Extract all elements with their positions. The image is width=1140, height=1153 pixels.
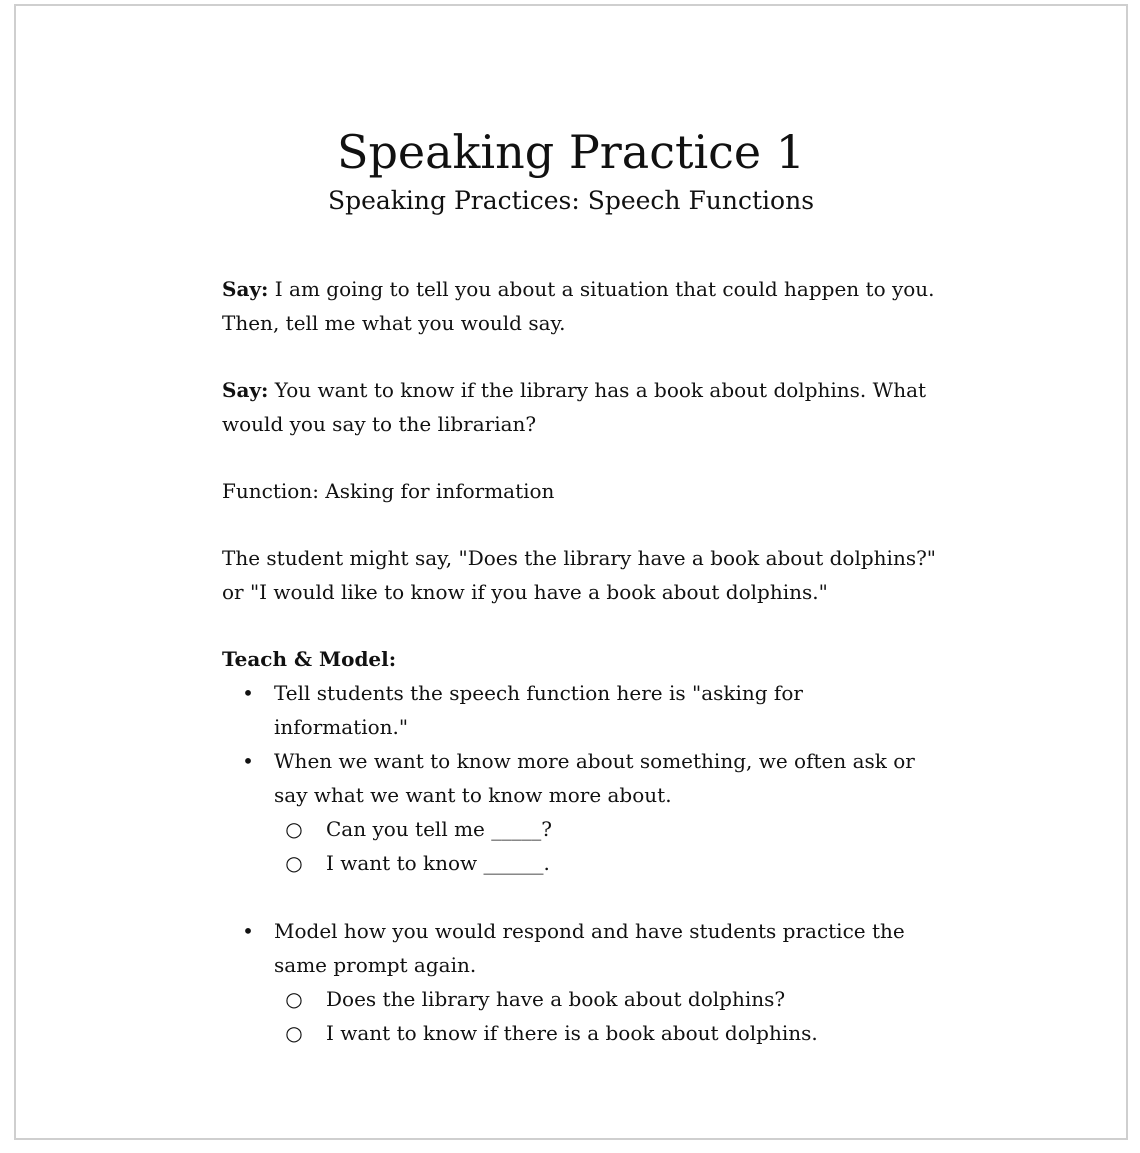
student-response: The student might say, "Does the library have a book about dolphins?" or "I would like to know if you have a book about dolphins." (222, 546, 937, 604)
sub-list-item (274, 982, 942, 1016)
list-item-text: Tell students the speech function here is "asking for information." (274, 681, 803, 739)
list-item (222, 744, 942, 914)
sub-list-item-text: Can you tell me _____? (326, 817, 552, 841)
function-line: Function: Asking for information (222, 479, 555, 503)
sub-list-item-text: I want to know if there is a book about dolphins. (326, 1021, 818, 1045)
sub-list-item (274, 1016, 942, 1050)
say-paragraph-1 (222, 272, 942, 340)
sub-list-item-text: I want to know ______. (326, 851, 550, 875)
sub-list (274, 812, 942, 880)
circle-bullet-icon: ○ (285, 851, 303, 875)
circle-bullet-icon: ○ (285, 817, 303, 841)
list-item (222, 676, 942, 744)
list-item (222, 914, 942, 1050)
say-label: Say: (222, 378, 269, 402)
sub-list (274, 982, 942, 1050)
list-item-text: Model how you would respond and have students practice the same prompt again. (274, 919, 905, 977)
say-label: Say: (222, 277, 269, 301)
circle-bullet-icon: ○ (285, 987, 303, 1011)
teach-model-heading: Teach & Model: (222, 647, 397, 671)
sub-list-item (274, 812, 942, 846)
page-title: Speaking Practice 1 (336, 125, 806, 179)
say-text: You want to know if the library has a book about dolphins. What would you say to the librarian? (222, 378, 927, 436)
bullet-icon: • (242, 681, 254, 705)
bullet-icon: • (242, 749, 254, 773)
circle-bullet-icon: ○ (285, 1021, 303, 1045)
sub-list-item-text: Does the library have a book about dolphins? (326, 987, 786, 1011)
list-item-text: When we want to know more about something, we often ask or say what we want to know more about. (274, 749, 915, 807)
bullet-icon: • (242, 919, 254, 943)
page-subtitle: Speaking Practices: Speech Functions (327, 186, 815, 215)
document-page (14, 4, 1128, 1140)
say-text: I am going to tell you about a situation that could happen to you. Then, tell me what you would say. (222, 277, 935, 335)
sub-list-item (274, 846, 942, 880)
spacer (274, 880, 942, 914)
document-body (222, 272, 942, 1050)
say-paragraph-2 (222, 373, 942, 441)
teach-list (222, 676, 942, 1050)
